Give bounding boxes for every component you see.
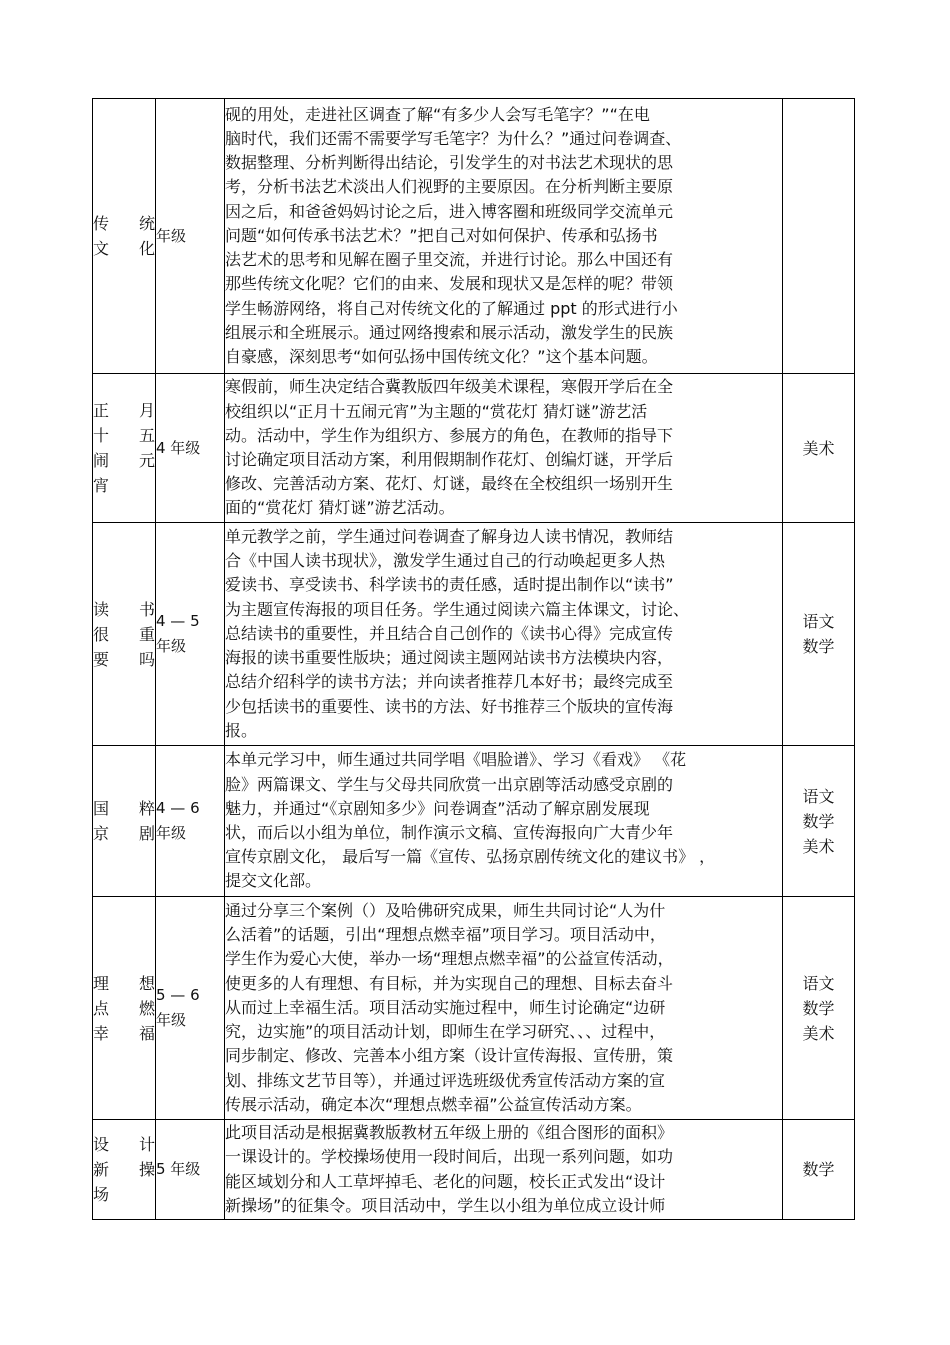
description-line: 传展示活动，确定本次“理想点燃幸福”公益宣传活动方案。	[225, 1094, 642, 1114]
project-name-line: 很 重	[93, 624, 155, 644]
subject-label: 数学	[802, 998, 835, 1018]
description-line: 划、排练文艺节目等），并通过评选班级优秀宣传活动方案的宣	[225, 1070, 666, 1090]
subject-label: 美术	[802, 1023, 835, 1043]
project-name-cell	[93, 1120, 156, 1220]
subject-cell	[783, 746, 855, 897]
description-line: 从而过上幸福生活。项目活动实施过程中，师生讨论确定“边研	[225, 997, 666, 1017]
grade-line: 4 年级	[156, 438, 201, 457]
subject-cell	[783, 897, 855, 1120]
description-line: 考，分析书法艺术淡出人们视野的主要原因。在分析判断主要原	[225, 177, 674, 197]
description-cell	[225, 374, 783, 523]
description-cell	[225, 99, 783, 374]
table-row	[93, 897, 855, 1120]
description-line: 状，而后以小组为单位，制作演示文稿、宣传海报向广大青少年	[225, 823, 674, 842]
description-line: 数据整理、分析判断得出结论，引发学生的对书法艺术现状的思	[225, 153, 674, 173]
description-line: 提交文化部。	[225, 871, 322, 891]
description-line: 一课设计的。学校操场使用一段时间后，出现一系列问题，如功	[225, 1147, 674, 1167]
description-line: 单元教学之前，学生通过问卷调查了解身边人读书情况，教师结	[225, 527, 674, 547]
description-line: 为主题宣传海报的项目任务。学生通过阅读六篇主体课文，讨论、	[225, 599, 690, 619]
description-line: 脑时代，我们还需不需要学写毛笔字？为什么？”通过问卷调查、	[225, 129, 682, 149]
grade-cell	[156, 523, 225, 746]
project-name-line: 宵	[93, 476, 110, 495]
grade-line: 年级	[156, 637, 187, 655]
subject-cell	[783, 1120, 855, 1220]
grade-line: 4 — 5	[156, 612, 200, 630]
description-line: 脸》两篇课文、学生与父母共同欣赏一出京剧等活动感受京剧的	[225, 774, 674, 794]
description-line: 总结读书的重要性，并且结合自己创作的《读书心得》完成宣传	[225, 623, 674, 643]
description-line: 海报的读书重要性版块；通过阅读主题网站读书方法模块内容，	[225, 648, 674, 668]
description-cell	[225, 1120, 783, 1220]
description-line: 寒假前，师生决定结合冀教版四年级美术课程，寒假开学后在全	[225, 377, 674, 397]
project-table	[92, 98, 855, 1220]
description-line: 总结介绍科学的读书方法；并向读者推荐几本好书；最终完成至	[225, 672, 674, 692]
description-line: 合《中国人读书现状》，激发学生通过自己的行动唤起更多人热	[225, 551, 666, 571]
description-line: 校组织以“正月十五闹元宵”为主题的“赏花灯 猜灯谜”游艺活	[225, 401, 648, 421]
grade-cell	[156, 746, 225, 897]
project-name-cell	[93, 374, 156, 523]
grade-line: 5 年级	[156, 1160, 201, 1178]
project-name-line: 要 吗	[93, 649, 155, 669]
project-name-cell	[93, 523, 156, 746]
grade-line: 4 — 6	[156, 799, 200, 817]
description-line: 能区域划分和人工草坪掉毛、老化的问题，校长正式发出“设计	[225, 1171, 666, 1191]
project-name-cell	[93, 99, 156, 374]
description-line: 使更多的人有理想、有目标，并为实现自己的理想、目标去奋斗	[225, 973, 674, 993]
grade-cell	[156, 374, 225, 523]
grade-line: 年级	[156, 824, 187, 842]
project-name-line: 场	[93, 1185, 110, 1204]
subject-label: 语文	[802, 973, 835, 993]
description-cell	[225, 746, 783, 897]
description-line: 究，边实施”的项目活动计划，即师生在学习研究、、、过程中，	[225, 1022, 666, 1042]
subject-label: 数学	[802, 1160, 835, 1179]
description-line: 面的“赏花灯 猜灯谜”游艺活动。	[225, 498, 455, 518]
grade-cell	[156, 99, 225, 374]
project-name-line: 传 统	[93, 214, 155, 233]
subject-label: 语文	[802, 786, 835, 806]
description-line: 动。活动中，学生作为组织方、参展方的角色，在教师的指导下	[225, 425, 674, 445]
description-line: 魅力，并通过“《京剧知多少》问卷调查”活动了解京剧发展现	[225, 798, 650, 818]
table-row	[93, 374, 855, 523]
project-name-line: 十 五	[93, 426, 155, 445]
subject-cell	[783, 99, 855, 374]
subject-label: 美术	[802, 836, 835, 856]
project-name-line: 新 操	[93, 1160, 155, 1179]
table-row	[93, 523, 855, 746]
subject-cell	[783, 523, 855, 746]
description-line: 爱读书、享受读书、科学读书的责任感，适时提出制作以“读书”	[225, 575, 674, 595]
table-row	[93, 99, 855, 374]
description-line: 因之后，和爸爸妈妈讨论之后，进入博客圈和班级同学交流单元	[225, 201, 674, 221]
description-line: 新操场”的征集令。项目活动中，学生以小组为单位成立设计师	[225, 1195, 666, 1215]
project-name-cell	[93, 746, 156, 897]
description-line: 通过分享三个案例（）及哈佛研究成果，师生共同讨论“人为什	[225, 901, 666, 921]
project-name-line: 点 燃	[93, 998, 155, 1018]
description-line: 砚的用处，走进社区调查了解“有多少人会写毛笔字？”“在电	[225, 104, 650, 124]
description-line: 那些传统文化呢？它们的由来、发展和现状又是怎样的呢？带领	[225, 274, 674, 294]
description-line: 讨论确定项目活动方案，利用假期制作花灯、创编灯谜，开学后	[225, 450, 674, 469]
project-name-line: 京 剧	[93, 824, 155, 843]
grade-cell	[156, 897, 225, 1120]
subject-label: 数学	[802, 811, 835, 831]
project-name-line: 正 月	[93, 401, 155, 420]
project-name-line: 理 想	[93, 973, 155, 993]
description-line: 宣传京剧文化， 最后写一篇《宣传、弘扬京剧传统文化的建议书》 ，	[225, 847, 716, 867]
description-line: 学生畅游网络，将自己对传统文化的了解通过 ppt 的形式进行小	[225, 298, 678, 318]
description-line: 少包括读书的重要性、读书的方法、好书推荐三个版块的宣传海	[225, 696, 674, 716]
description-line: 报。	[225, 720, 258, 740]
description-line: 组展示和全班展示。通过网络搜索和展示活动，激发学生的民族	[225, 322, 674, 342]
grade-line: 5 — 6	[156, 986, 200, 1004]
project-name-line: 国 粹	[93, 799, 155, 818]
description-line: 问题“如何传承书法艺术？”把自己对如何保护、传承和弘扬书	[225, 225, 658, 245]
grade-line: 年级	[156, 226, 187, 245]
description-line: 么活着”的话题，引出“理想点燃幸福”项目学习。项目活动中，	[225, 925, 666, 945]
subject-label: 美术	[802, 438, 835, 458]
subject-label: 数学	[802, 637, 835, 656]
description-line: 本单元学习中，师生通过共同学唱《唱脸谱》、学习《看戏》 《花	[225, 750, 687, 770]
grade-line: 年级	[156, 1011, 187, 1029]
description-line: 法艺术的思考和见解在圈子里交流，并进行讨论。那么中国还有	[225, 250, 674, 270]
description-line: 学生作为爱心大使，举办一场“理想点燃幸福”的公益宣传活动，	[225, 949, 674, 969]
description-line: 自豪感，深刻思考“如何弘扬中国传统文化？”这个基本问题。	[225, 346, 658, 366]
project-name-line: 闹 元	[93, 451, 155, 470]
project-name-line: 读 书	[93, 599, 155, 619]
project-name-line: 设 计	[93, 1135, 155, 1154]
table-row	[93, 1120, 855, 1220]
table-row	[93, 746, 855, 897]
description-cell	[225, 897, 783, 1120]
description-line: 修改、完善活动方案、花灯、灯谜，最终在全校组织一场别开生	[225, 474, 674, 494]
subject-cell	[783, 374, 855, 523]
description-line: 同步制定、修改、完善本小组方案（设计宣传海报、宣传册，策	[225, 1046, 674, 1066]
grade-cell	[156, 1120, 225, 1220]
description-cell	[225, 523, 783, 746]
project-name-line: 幸 福	[93, 1023, 155, 1043]
description-line: 此项目活动是根据冀教版教材五年级上册的《组合图形的面积》	[225, 1123, 674, 1143]
project-name-cell	[93, 897, 156, 1120]
subject-label: 语文	[802, 612, 835, 631]
project-name-line: 文 化	[93, 239, 155, 258]
